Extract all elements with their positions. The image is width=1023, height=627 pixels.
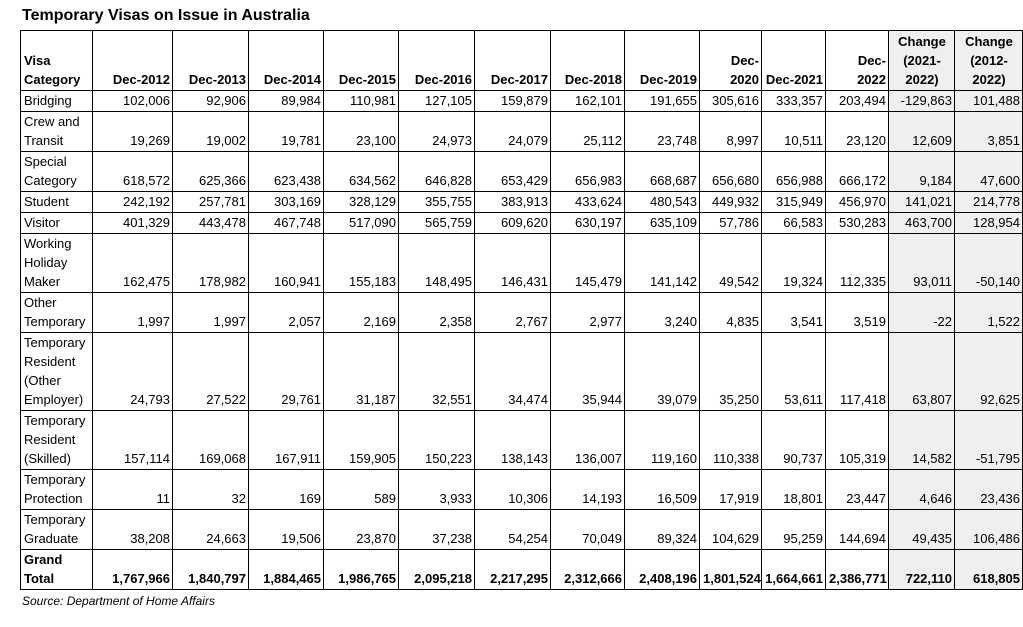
cell-value: 102,006 (93, 91, 173, 112)
header-dec-2020: Dec-2020 (700, 31, 762, 91)
cell-value: 433,624 (551, 192, 625, 213)
table-row (21, 550, 1023, 590)
change-cell-value: 12,609 (889, 112, 955, 152)
table-row (21, 91, 1023, 112)
row-category: Special Category (21, 152, 93, 192)
cell-value: 104,629 (700, 510, 762, 550)
cell-value: 34,474 (475, 333, 551, 411)
cell-value: 66,583 (762, 213, 826, 234)
cell-value: 517,090 (324, 213, 399, 234)
header-dec-2015: Dec-2015 (324, 31, 399, 91)
cell-value: 159,905 (324, 411, 399, 470)
cell-value: 162,475 (93, 234, 173, 293)
cell-value: 23,100 (324, 112, 399, 152)
cell-value: 333,357 (762, 91, 826, 112)
cell-value: 656,988 (762, 152, 826, 192)
cell-value: 609,620 (475, 213, 551, 234)
cell-value: 242,192 (93, 192, 173, 213)
cell-value: 8,997 (700, 112, 762, 152)
cell-value: 656,983 (551, 152, 625, 192)
cell-value: 117,418 (826, 333, 889, 411)
header-dec-2013: Dec-2013 (173, 31, 249, 91)
change-cell-value: 92,625 (955, 333, 1023, 411)
cell-value: 32,551 (399, 333, 475, 411)
cell-value: 146,431 (475, 234, 551, 293)
cell-value: 480,543 (625, 192, 700, 213)
cell-value: 1,884,465 (249, 550, 324, 590)
cell-value: 145,479 (551, 234, 625, 293)
cell-value: 31,187 (324, 333, 399, 411)
source-note: Source: Department of Home Affairs (22, 594, 215, 608)
cell-value: 141,142 (625, 234, 700, 293)
cell-value: 90,737 (762, 411, 826, 470)
row-category: Visitor (21, 213, 93, 234)
cell-value: 17,919 (700, 470, 762, 510)
cell-value: 634,562 (324, 152, 399, 192)
cell-value: 138,143 (475, 411, 551, 470)
cell-value: 19,269 (93, 112, 173, 152)
cell-value: 10,511 (762, 112, 826, 152)
cell-value: 53,611 (762, 333, 826, 411)
change-cell-value: 618,805 (955, 550, 1023, 590)
header-dec-2014: Dec-2014 (249, 31, 324, 91)
cell-value: 3,240 (625, 293, 700, 333)
cell-value: 32 (173, 470, 249, 510)
change-cell-value: 9,184 (889, 152, 955, 192)
cell-value: 1,997 (173, 293, 249, 333)
cell-value: 401,329 (93, 213, 173, 234)
cell-value: 178,982 (173, 234, 249, 293)
change-cell-value: 63,807 (889, 333, 955, 411)
cell-value: 23,120 (826, 112, 889, 152)
cell-value: 4,835 (700, 293, 762, 333)
cell-value: 27,522 (173, 333, 249, 411)
cell-value: 328,129 (324, 192, 399, 213)
cell-value: 2,358 (399, 293, 475, 333)
change-cell-value: -51,795 (955, 411, 1023, 470)
cell-value: 1,986,765 (324, 550, 399, 590)
cell-value: 160,941 (249, 234, 324, 293)
cell-value: 169 (249, 470, 324, 510)
cell-value: 89,984 (249, 91, 324, 112)
cell-value: 623,438 (249, 152, 324, 192)
header-dec-2018: Dec-2018 (551, 31, 625, 91)
header-dec-2017: Dec-2017 (475, 31, 551, 91)
header-change-2021-2022: Change (2021-2022) (889, 31, 955, 91)
cell-value: 112,335 (826, 234, 889, 293)
cell-value: 305,616 (700, 91, 762, 112)
cell-value: 19,781 (249, 112, 324, 152)
cell-value: 150,223 (399, 411, 475, 470)
cell-value: 25,112 (551, 112, 625, 152)
cell-value: 35,250 (700, 333, 762, 411)
cell-value: 443,478 (173, 213, 249, 234)
header-dec-2022: Dec-2022 (826, 31, 889, 91)
cell-value: 24,973 (399, 112, 475, 152)
change-cell-value: -50,140 (955, 234, 1023, 293)
cell-value: 23,870 (324, 510, 399, 550)
table-row (21, 411, 1023, 470)
cell-value: 653,429 (475, 152, 551, 192)
cell-value: 19,002 (173, 112, 249, 152)
cell-value: 16,509 (625, 470, 700, 510)
row-category: Temporary Protection (21, 470, 93, 510)
header-row (21, 31, 1023, 91)
cell-value: 1,801,524 (700, 550, 762, 590)
cell-value: 646,828 (399, 152, 475, 192)
row-category: Student (21, 192, 93, 213)
change-cell-value: 14,582 (889, 411, 955, 470)
table-row (21, 234, 1023, 293)
cell-value: 635,109 (625, 213, 700, 234)
cell-value: 2,386,771 (826, 550, 889, 590)
table-row (21, 293, 1023, 333)
table-row (21, 510, 1023, 550)
table-row (21, 192, 1023, 213)
table-row (21, 152, 1023, 192)
table-row (21, 470, 1023, 510)
cell-value: 303,169 (249, 192, 324, 213)
cell-value: 24,663 (173, 510, 249, 550)
cell-value: 39,079 (625, 333, 700, 411)
cell-value: 35,944 (551, 333, 625, 411)
cell-value: 89,324 (625, 510, 700, 550)
table-row (21, 333, 1023, 411)
cell-value: 1,840,797 (173, 550, 249, 590)
row-category: Grand Total (21, 550, 93, 590)
cell-value: 315,949 (762, 192, 826, 213)
row-category: Bridging (21, 91, 93, 112)
cell-value: 95,259 (762, 510, 826, 550)
cell-value: 2,312,666 (551, 550, 625, 590)
cell-value: 2,217,295 (475, 550, 551, 590)
cell-value: 19,506 (249, 510, 324, 550)
cell-value: 159,879 (475, 91, 551, 112)
change-cell-value: 214,778 (955, 192, 1023, 213)
cell-value: 57,786 (700, 213, 762, 234)
cell-value: 24,793 (93, 333, 173, 411)
cell-value: 589 (324, 470, 399, 510)
cell-value: 167,911 (249, 411, 324, 470)
cell-value: 10,306 (475, 470, 551, 510)
cell-value: 38,208 (93, 510, 173, 550)
cell-value: 14,193 (551, 470, 625, 510)
cell-value: 449,932 (700, 192, 762, 213)
cell-value: 3,541 (762, 293, 826, 333)
change-cell-value: 1,522 (955, 293, 1023, 333)
cell-value: 2,095,218 (399, 550, 475, 590)
change-cell-value: 128,954 (955, 213, 1023, 234)
cell-value: 203,494 (826, 91, 889, 112)
change-cell-value: 3,851 (955, 112, 1023, 152)
cell-value: 3,933 (399, 470, 475, 510)
cell-value: 3,519 (826, 293, 889, 333)
cell-value: 54,254 (475, 510, 551, 550)
cell-value: 191,655 (625, 91, 700, 112)
change-cell-value: 141,021 (889, 192, 955, 213)
page-title: Temporary Visas on Issue in Australia (22, 7, 310, 24)
cell-value: 1,767,966 (93, 550, 173, 590)
cell-value: 383,913 (475, 192, 551, 213)
change-cell-value: 47,600 (955, 152, 1023, 192)
cell-value: 110,981 (324, 91, 399, 112)
row-category: Other Temporary (21, 293, 93, 333)
cell-value: 355,755 (399, 192, 475, 213)
cell-value: 49,542 (700, 234, 762, 293)
row-category: Working Holiday Maker (21, 234, 93, 293)
cell-value: 24,079 (475, 112, 551, 152)
cell-value: 257,781 (173, 192, 249, 213)
cell-value: 467,748 (249, 213, 324, 234)
change-cell-value: -129,863 (889, 91, 955, 112)
cell-value: 456,970 (826, 192, 889, 213)
header-dec-2021: Dec-2021 (762, 31, 826, 91)
table-row (21, 213, 1023, 234)
cell-value: 148,495 (399, 234, 475, 293)
cell-value: 169,068 (173, 411, 249, 470)
cell-value: 23,447 (826, 470, 889, 510)
change-cell-value: 93,011 (889, 234, 955, 293)
change-cell-value: 106,486 (955, 510, 1023, 550)
cell-value: 11 (93, 470, 173, 510)
cell-value: 656,680 (700, 152, 762, 192)
cell-value: 162,101 (551, 91, 625, 112)
cell-value: 2,169 (324, 293, 399, 333)
cell-value: 2,977 (551, 293, 625, 333)
cell-value: 92,906 (173, 91, 249, 112)
cell-value: 144,694 (826, 510, 889, 550)
header-change-2012-2022: Change (2012-2022) (955, 31, 1023, 91)
cell-value: 70,049 (551, 510, 625, 550)
header-dec-2019: Dec-2019 (625, 31, 700, 91)
change-cell-value: 4,646 (889, 470, 955, 510)
row-category: Temporary Graduate (21, 510, 93, 550)
cell-value: 2,057 (249, 293, 324, 333)
cell-value: 37,238 (399, 510, 475, 550)
table-body (21, 91, 1023, 590)
cell-value: 618,572 (93, 152, 173, 192)
cell-value: 18,801 (762, 470, 826, 510)
change-cell-value: 101,488 (955, 91, 1023, 112)
cell-value: 2,767 (475, 293, 551, 333)
change-cell-value: 23,436 (955, 470, 1023, 510)
cell-value: 136,007 (551, 411, 625, 470)
cell-value: 565,759 (399, 213, 475, 234)
header-dec-2012: Dec-2012 (93, 31, 173, 91)
cell-value: 530,283 (826, 213, 889, 234)
change-cell-value: 722,110 (889, 550, 955, 590)
cell-value: 19,324 (762, 234, 826, 293)
cell-value: 127,105 (399, 91, 475, 112)
header-visa-category: Visa Category (21, 31, 93, 91)
table-row (21, 112, 1023, 152)
cell-value: 2,408,196 (625, 550, 700, 590)
cell-value: 625,366 (173, 152, 249, 192)
row-category: Crew and Transit (21, 112, 93, 152)
change-cell-value: 49,435 (889, 510, 955, 550)
header-dec-2016: Dec-2016 (399, 31, 475, 91)
cell-value: 668,687 (625, 152, 700, 192)
change-cell-value: 463,700 (889, 213, 955, 234)
visa-statistics-table (20, 30, 1023, 590)
change-cell-value: -22 (889, 293, 955, 333)
cell-value: 29,761 (249, 333, 324, 411)
cell-value: 666,172 (826, 152, 889, 192)
cell-value: 110,338 (700, 411, 762, 470)
cell-value: 157,114 (93, 411, 173, 470)
cell-value: 630,197 (551, 213, 625, 234)
cell-value: 1,997 (93, 293, 173, 333)
cell-value: 105,319 (826, 411, 889, 470)
cell-value: 23,748 (625, 112, 700, 152)
cell-value: 1,664,661 (762, 550, 826, 590)
cell-value: 119,160 (625, 411, 700, 470)
row-category: Temporary Resident (Other Employer) (21, 333, 93, 411)
row-category: Temporary Resident (Skilled) (21, 411, 93, 470)
cell-value: 155,183 (324, 234, 399, 293)
